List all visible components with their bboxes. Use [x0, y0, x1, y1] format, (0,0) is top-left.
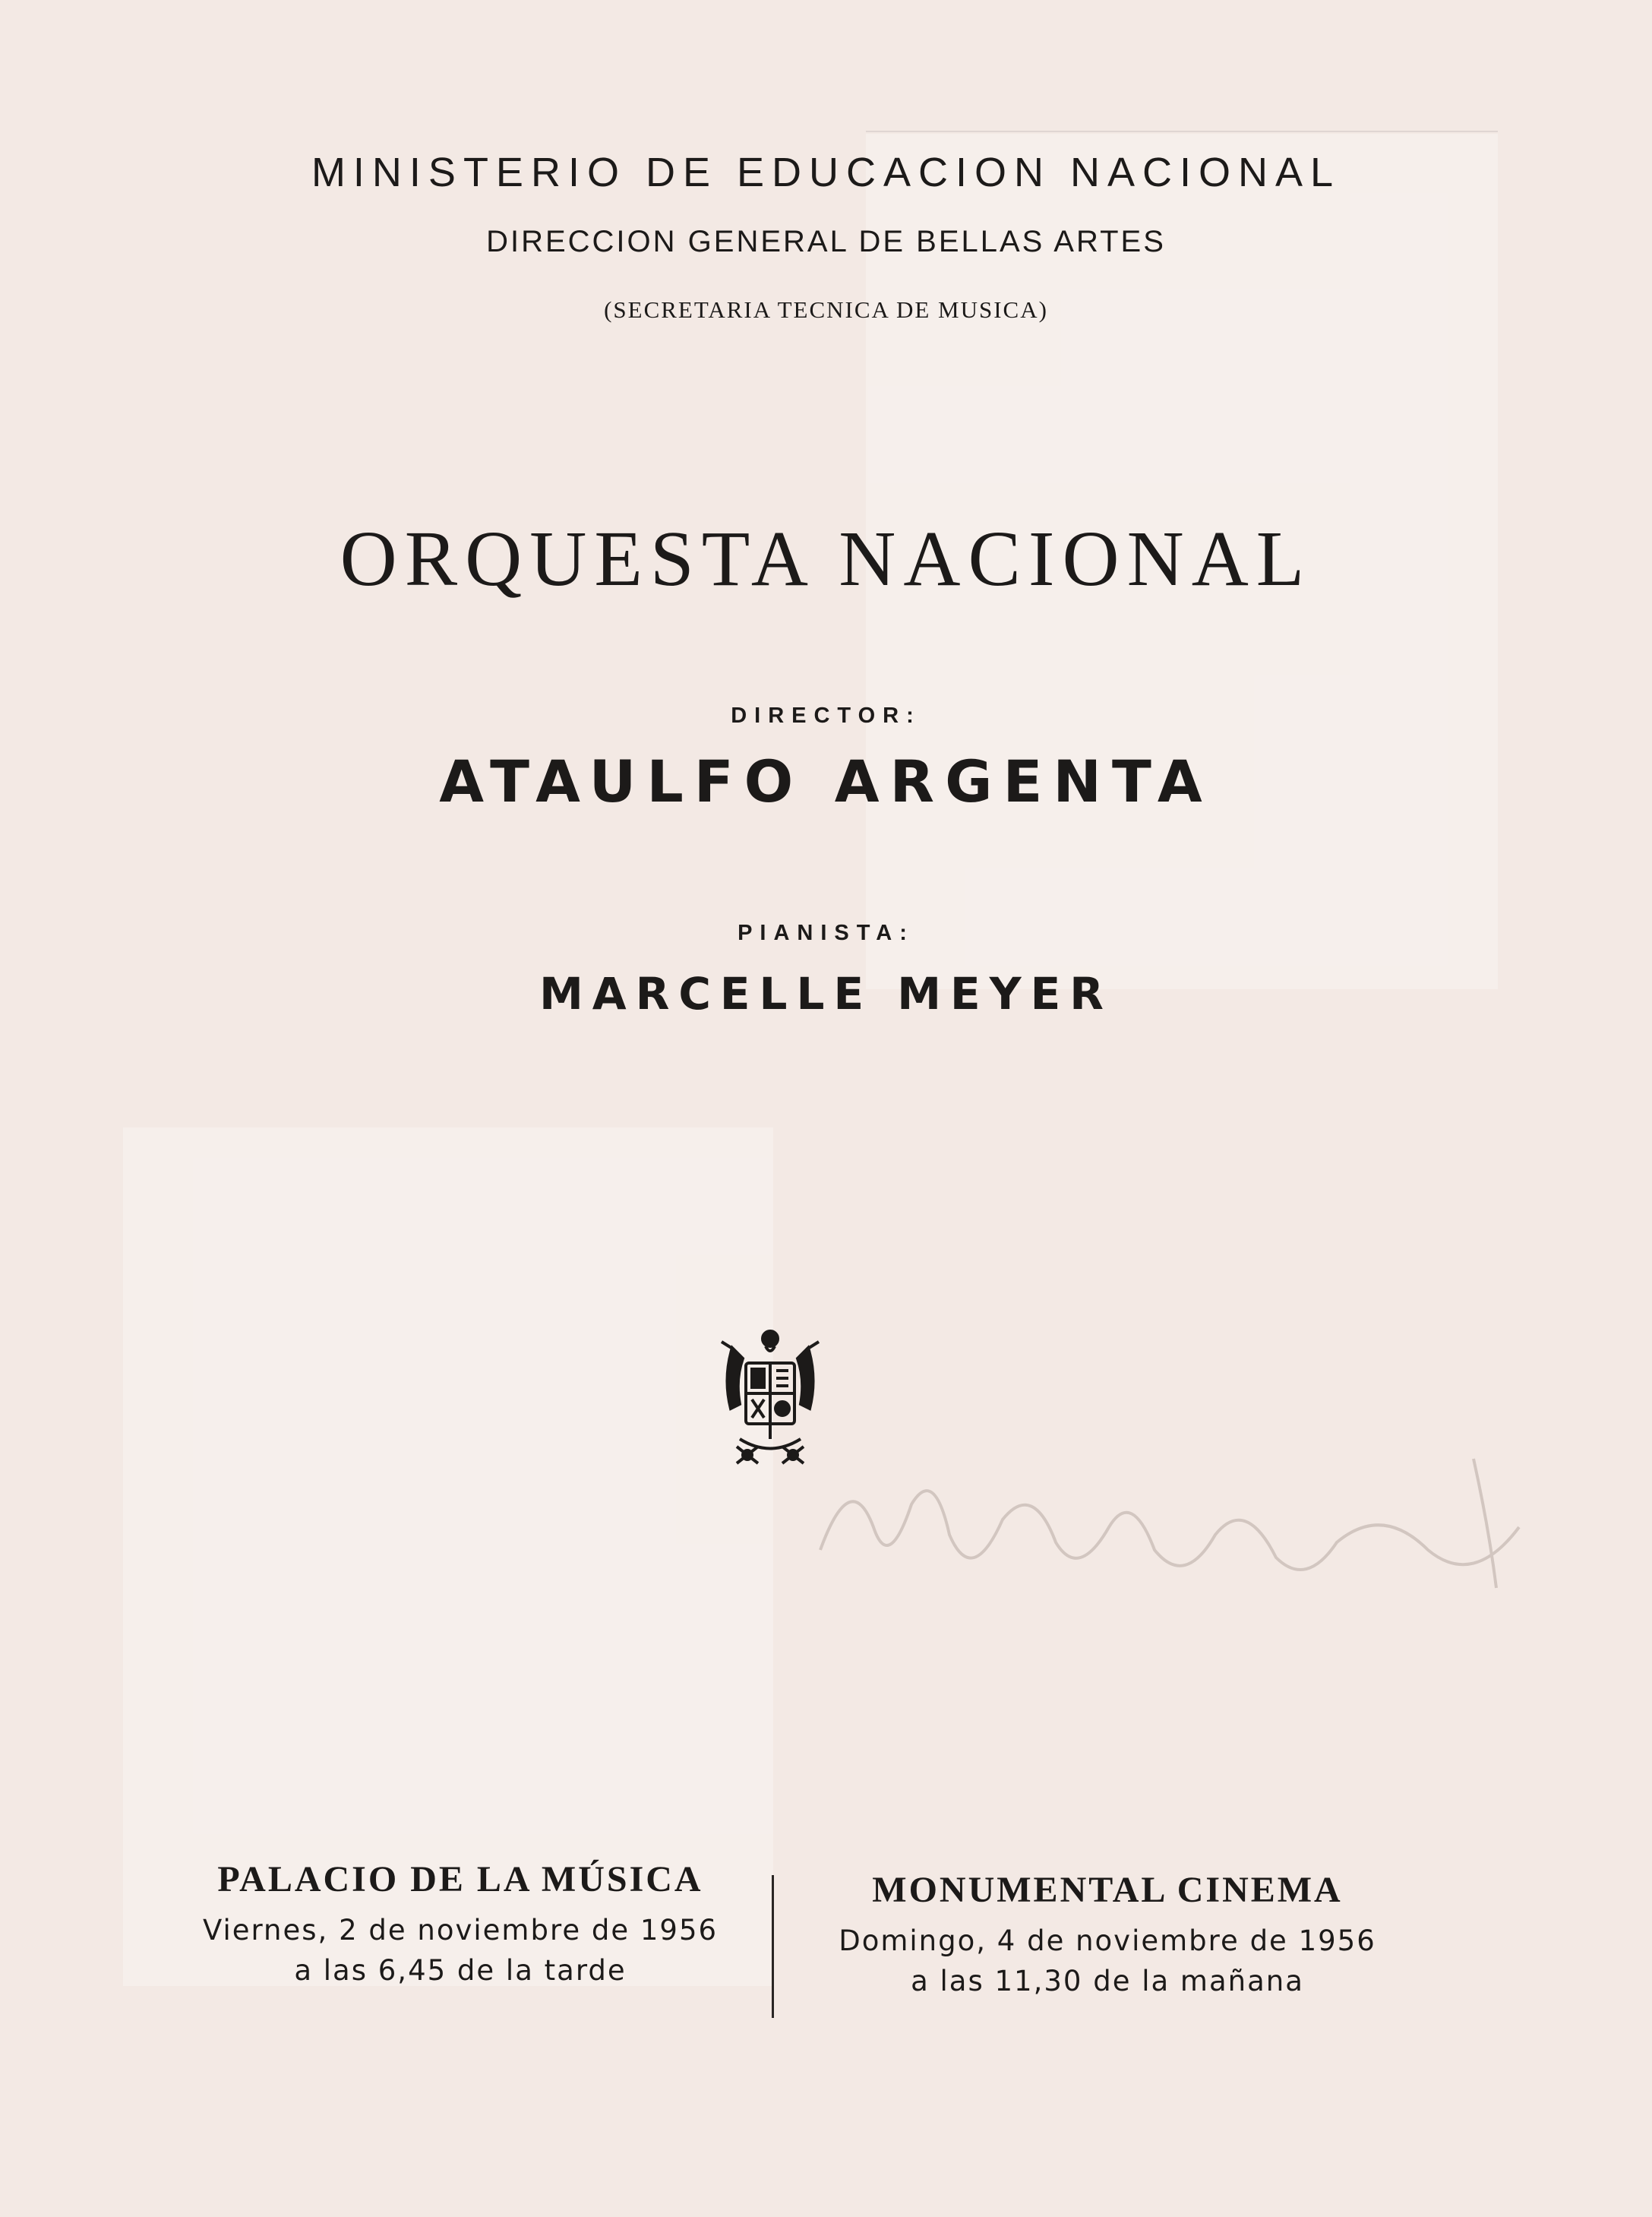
pianist-label: PIANISTA: — [738, 921, 914, 945]
ministry-heading: MINISTERIO DE EDUCACION NACIONAL — [311, 150, 1341, 195]
secretariat-subheading: (SECRETARIA TECNICA DE MUSICA) — [604, 296, 1048, 323]
venue-name: PALACIO DE LA MÚSICA — [217, 1859, 703, 1899]
orchestra-title: ORQUESTA NACIONAL — [340, 515, 1312, 602]
venue-time: a las 11,30 de la mañana — [911, 1965, 1304, 1997]
bleed-through-panel — [123, 1127, 773, 1986]
venue-time: a las 6,45 de la tarde — [294, 1954, 627, 1987]
direction-subheading: DIRECCION GENERAL DE BELLAS ARTES — [486, 225, 1166, 258]
signature-bleed-through — [805, 1436, 1565, 1618]
venue-date: Viernes, 2 de noviembre de 1956 — [202, 1914, 719, 1947]
director-name: ATAULFO ARGENTA — [439, 748, 1213, 815]
pianist-name: MARCELLE MEYER — [539, 968, 1113, 1020]
venue-name: MONUMENTAL CINEMA — [872, 1870, 1343, 1910]
bleed-through-rule — [866, 131, 1498, 132]
venue-date: Domingo, 4 de noviembre de 1956 — [839, 1924, 1376, 1957]
concert-venue-2 — [796, 1869, 1419, 1997]
director-label: DIRECTOR: — [731, 704, 921, 728]
concert-venue-1 — [149, 1858, 772, 1987]
venue-divider — [772, 1875, 774, 2018]
